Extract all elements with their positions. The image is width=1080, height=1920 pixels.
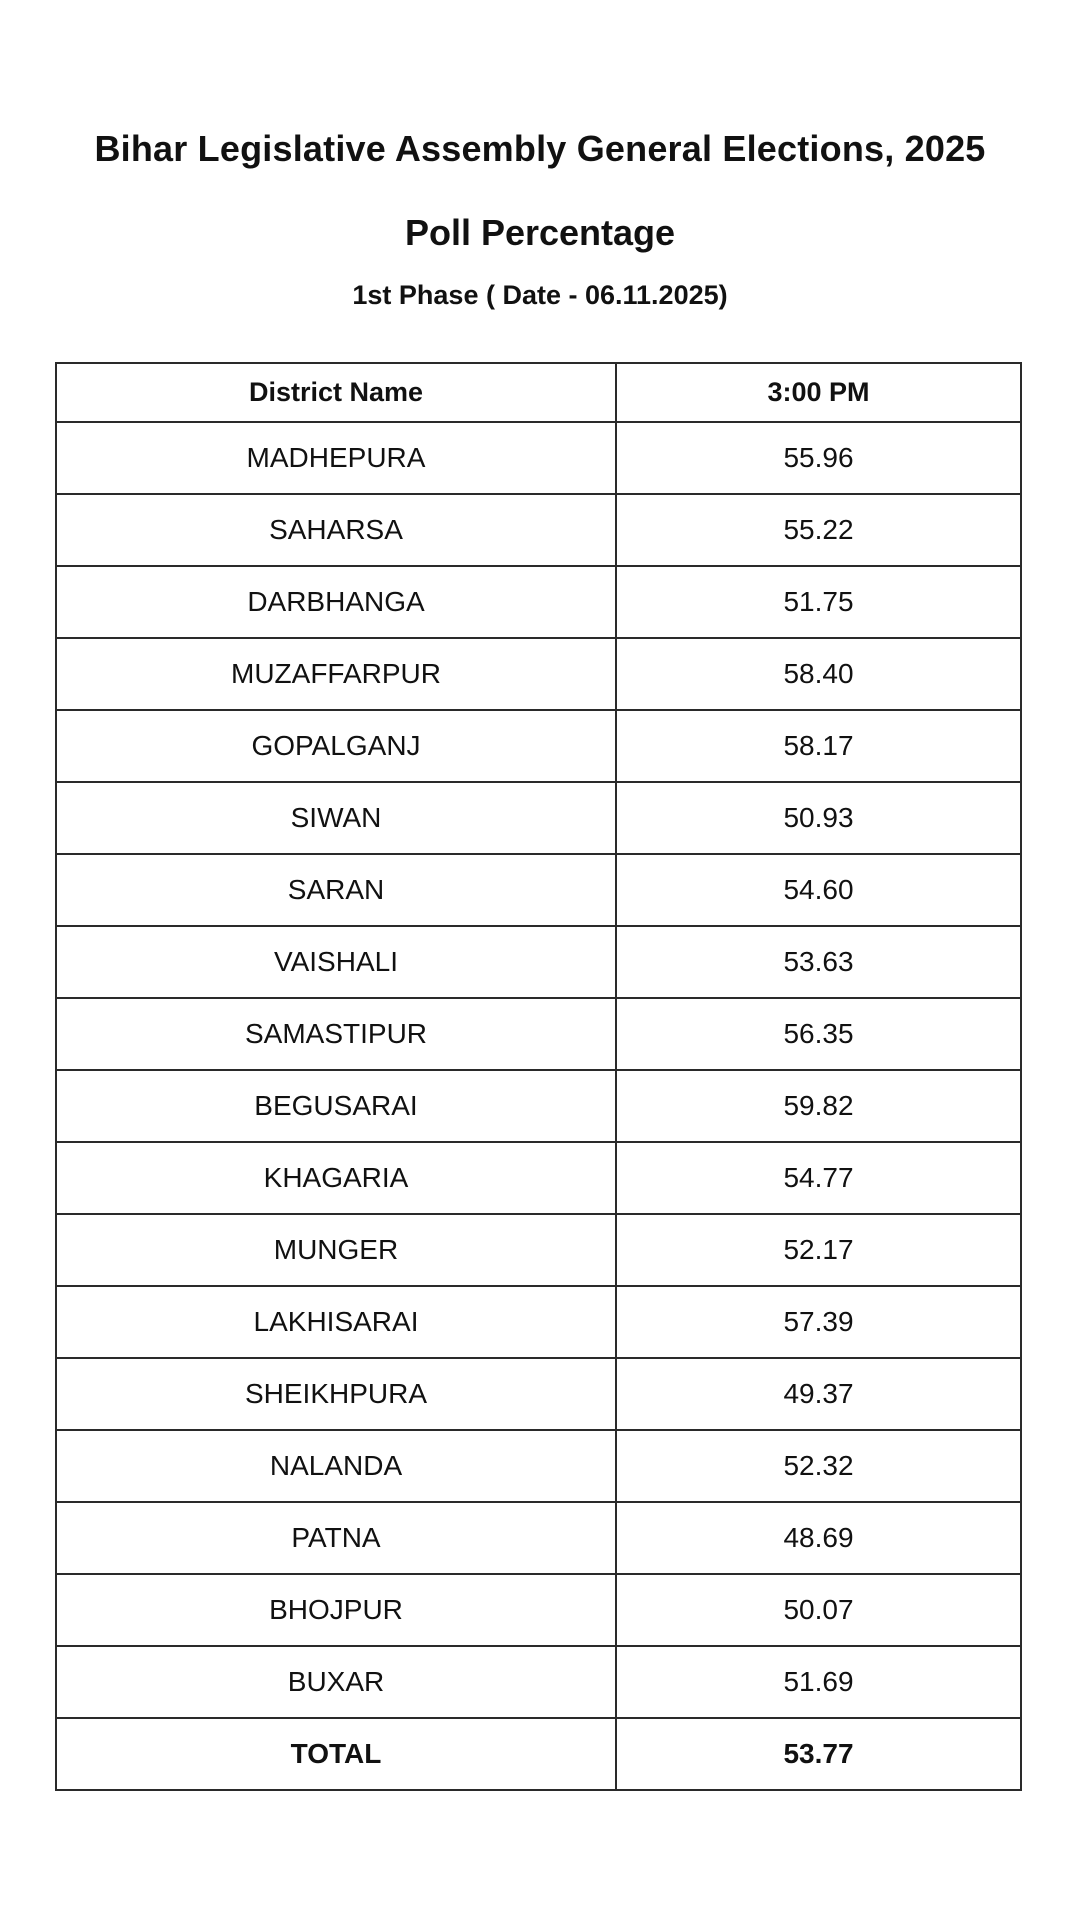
total-value-cell: 53.77 — [616, 1718, 1021, 1790]
district-name-cell: BUXAR — [56, 1646, 616, 1718]
district-name-cell: VAISHALI — [56, 926, 616, 998]
district-name-cell: LAKHISARAI — [56, 1286, 616, 1358]
poll-percentage-cell: 50.07 — [616, 1574, 1021, 1646]
total-row — [56, 1718, 1021, 1790]
poll-percentage-cell: 49.37 — [616, 1358, 1021, 1430]
table-header-row — [56, 363, 1021, 422]
poll-percentage-cell: 54.77 — [616, 1142, 1021, 1214]
table-row — [56, 494, 1021, 566]
district-name-cell: SAHARSA — [56, 494, 616, 566]
district-name-cell: BEGUSARAI — [56, 1070, 616, 1142]
poll-percentage-cell: 58.17 — [616, 710, 1021, 782]
column-header-district: District Name — [56, 363, 616, 422]
district-name-cell: MUNGER — [56, 1214, 616, 1286]
table-row — [56, 1646, 1021, 1718]
table-row — [56, 566, 1021, 638]
poll-percentage-table — [55, 362, 1022, 1791]
poll-percentage-cell: 56.35 — [616, 998, 1021, 1070]
district-name-cell: MUZAFFARPUR — [56, 638, 616, 710]
district-name-cell: SAMASTIPUR — [56, 998, 616, 1070]
table-row — [56, 926, 1021, 998]
table-row — [56, 1502, 1021, 1574]
district-name-cell: NALANDA — [56, 1430, 616, 1502]
document-subtitle: Poll Percentage — [404, 212, 676, 253]
document-title: Bihar Legislative Assembly General Elections, 2025 — [94, 128, 986, 169]
poll-percentage-cell: 55.22 — [616, 494, 1021, 566]
poll-percentage-cell: 55.96 — [616, 422, 1021, 494]
poll-percentage-cell: 54.60 — [616, 854, 1021, 926]
table-row — [56, 1358, 1021, 1430]
phase-date-label: 1st Phase ( Date - 06.11.2025) — [352, 280, 728, 310]
poll-percentage-cell: 50.93 — [616, 782, 1021, 854]
district-name-cell: BHOJPUR — [56, 1574, 616, 1646]
table-row — [56, 422, 1021, 494]
poll-percentage-cell: 58.40 — [616, 638, 1021, 710]
district-name-cell: DARBHANGA — [56, 566, 616, 638]
column-header-time: 3:00 PM — [616, 363, 1021, 422]
district-name-cell: KHAGARIA — [56, 1142, 616, 1214]
table-row — [56, 854, 1021, 926]
total-label-cell: TOTAL — [56, 1718, 616, 1790]
poll-percentage-cell: 57.39 — [616, 1286, 1021, 1358]
poll-percentage-cell: 52.17 — [616, 1214, 1021, 1286]
district-name-cell: MADHEPURA — [56, 422, 616, 494]
table-row — [56, 1214, 1021, 1286]
table-row — [56, 1142, 1021, 1214]
district-name-cell: GOPALGANJ — [56, 710, 616, 782]
table-row — [56, 638, 1021, 710]
district-name-cell: SIWAN — [56, 782, 616, 854]
district-name-cell: SARAN — [56, 854, 616, 926]
poll-percentage-cell: 53.63 — [616, 926, 1021, 998]
poll-percentage-cell: 51.69 — [616, 1646, 1021, 1718]
poll-percentage-cell: 48.69 — [616, 1502, 1021, 1574]
table-row — [56, 782, 1021, 854]
table-row — [56, 998, 1021, 1070]
table-body — [56, 422, 1021, 1790]
table-row — [56, 1430, 1021, 1502]
district-name-cell: PATNA — [56, 1502, 616, 1574]
poll-percentage-cell: 51.75 — [616, 566, 1021, 638]
table-row — [56, 1070, 1021, 1142]
poll-percentage-cell: 59.82 — [616, 1070, 1021, 1142]
table-row — [56, 1574, 1021, 1646]
district-name-cell: SHEIKHPURA — [56, 1358, 616, 1430]
poll-percentage-cell: 52.32 — [616, 1430, 1021, 1502]
table-row — [56, 1286, 1021, 1358]
table-row — [56, 710, 1021, 782]
